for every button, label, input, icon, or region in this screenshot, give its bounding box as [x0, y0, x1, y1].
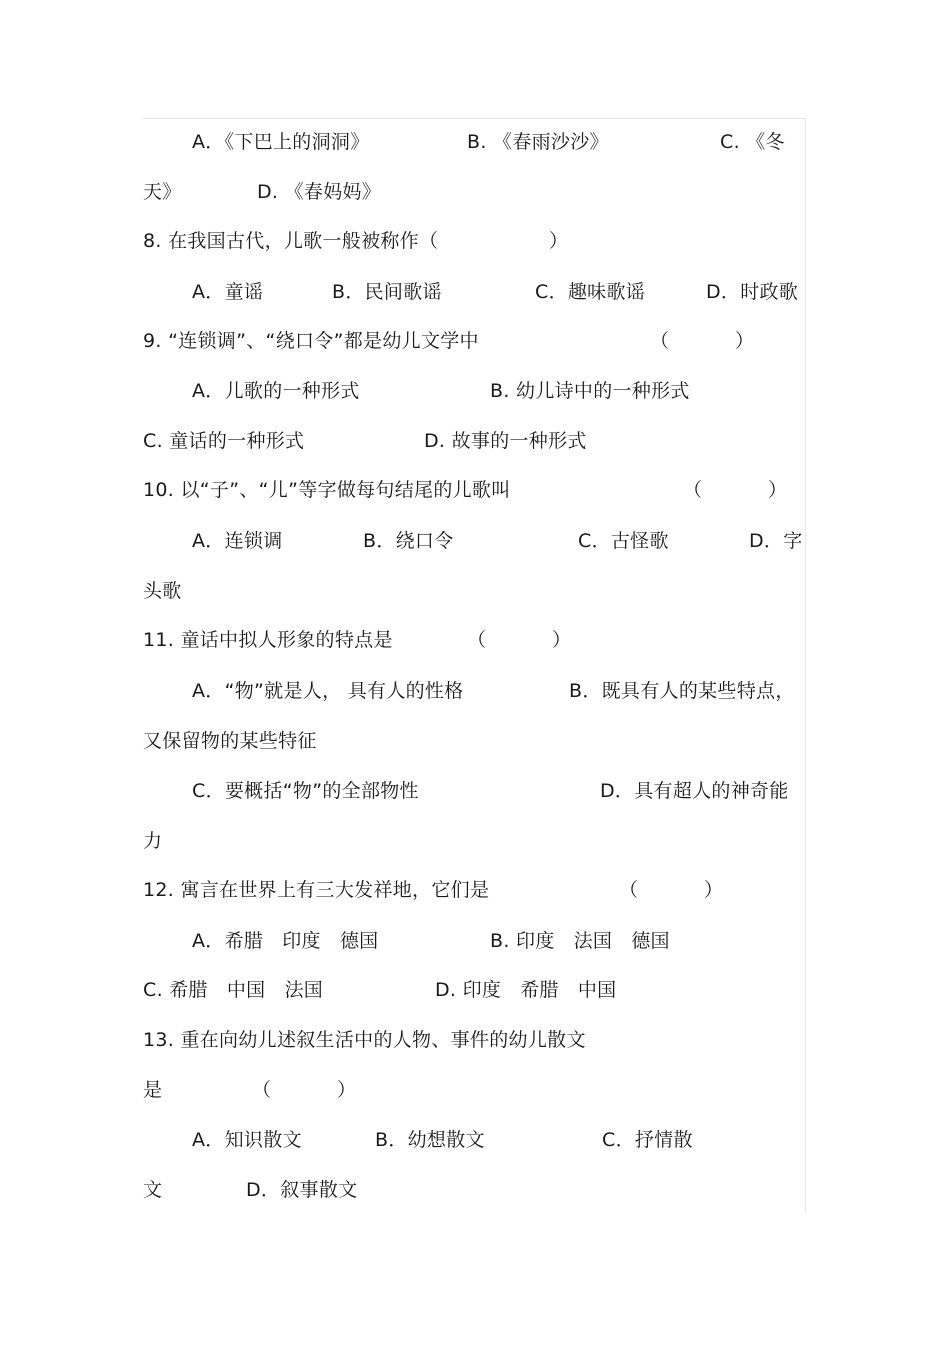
- q10-paren-open: （: [683, 479, 703, 501]
- q9-stem: 9. “连锁调”、“绕口令”都是幼儿文学中: [143, 330, 479, 352]
- q11-option-a: A．“物”就是人， 具有人的性格: [192, 680, 464, 702]
- q10-option-b: B．绕口令: [363, 530, 454, 552]
- q12-stem: 12. 寓言在世界上有三大发祥地，它们是: [143, 879, 490, 901]
- q9-option-b: B. 幼儿诗中的一种形式: [490, 380, 690, 402]
- q9-option-c: C. 童话的一种形式: [143, 430, 305, 452]
- q12-paren-close: ）: [704, 879, 724, 901]
- q13-paren-close: ）: [337, 1079, 357, 1101]
- q8-option-a: A．童谣: [192, 281, 264, 303]
- q13-option-d: D．叙事散文: [246, 1179, 358, 1201]
- q10-option-c: C．古怪歌: [578, 530, 669, 552]
- q11-option-d: D．具有超人的神奇能: [600, 780, 789, 802]
- q11-option-d-cont: 力: [143, 830, 163, 852]
- q9-paren-close: ）: [735, 330, 755, 352]
- q8-stem: 8. 在我国古代，儿歌一般被称作（: [143, 230, 439, 252]
- q10-option-a: A．连锁调: [192, 530, 283, 552]
- q11-stem: 11. 童话中拟人形象的特点是: [143, 629, 393, 651]
- q13-paren-open: （: [252, 1079, 272, 1101]
- q12-option-c: C. 希腊 中国 法国: [143, 979, 324, 1001]
- q12-option-d: D. 印度 希腊 中国: [435, 979, 617, 1001]
- q7-option-b: B. 《春雨沙沙》: [467, 131, 609, 153]
- q11-paren-close: ）: [552, 629, 572, 651]
- q11-paren-open: （: [467, 629, 487, 651]
- q9-paren-open: （: [650, 330, 670, 352]
- q10-paren-close: ）: [768, 479, 788, 501]
- q10-option-d-cont: 头歌: [143, 580, 182, 602]
- q13-option-b: B．幼想散文: [375, 1129, 485, 1151]
- q7-option-c-cont: 天》: [143, 181, 182, 203]
- q9-option-a: A．儿歌的一种形式: [192, 380, 360, 402]
- q11-option-b-cont: 又保留物的某些特征: [143, 730, 317, 752]
- q8-option-b: B．民间歌谣: [332, 281, 442, 303]
- q8-option-c: C．趣味歌谣: [535, 281, 646, 303]
- q13-option-c-cont: 文: [143, 1179, 163, 1201]
- q13-stem: 13. 重在向幼儿述叙生活中的人物、事件的幼儿散文: [143, 1029, 586, 1051]
- q12-option-a: A．希腊 印度 德国: [192, 930, 379, 952]
- q7-option-d: D. 《春妈妈》: [257, 181, 382, 203]
- q7-option-a: A．《下巴上的洞洞》: [192, 131, 370, 153]
- q7-option-c: C. 《冬: [720, 131, 785, 153]
- q9-option-d: D. 故事的一种形式: [424, 430, 587, 452]
- q13-option-c: C．抒情散: [602, 1129, 693, 1151]
- q13-stem-cont: 是: [143, 1079, 163, 1101]
- q11-option-b: B．既具有人的某些特点，: [569, 680, 795, 702]
- q8-paren-close: ）: [549, 230, 569, 252]
- q10-option-d: D．字: [749, 530, 803, 552]
- q12-option-b: B. 印度 法国 德国: [490, 930, 670, 952]
- q11-option-c: C．要概括“物”的全部物性: [192, 780, 419, 802]
- q10-stem: 10. 以“子”、“儿”等字做每句结尾的儿歌叫: [143, 479, 511, 501]
- q12-paren-open: （: [619, 879, 639, 901]
- q13-option-a: A．知识散文: [192, 1129, 302, 1151]
- q8-option-d: D．时政歌: [706, 281, 799, 303]
